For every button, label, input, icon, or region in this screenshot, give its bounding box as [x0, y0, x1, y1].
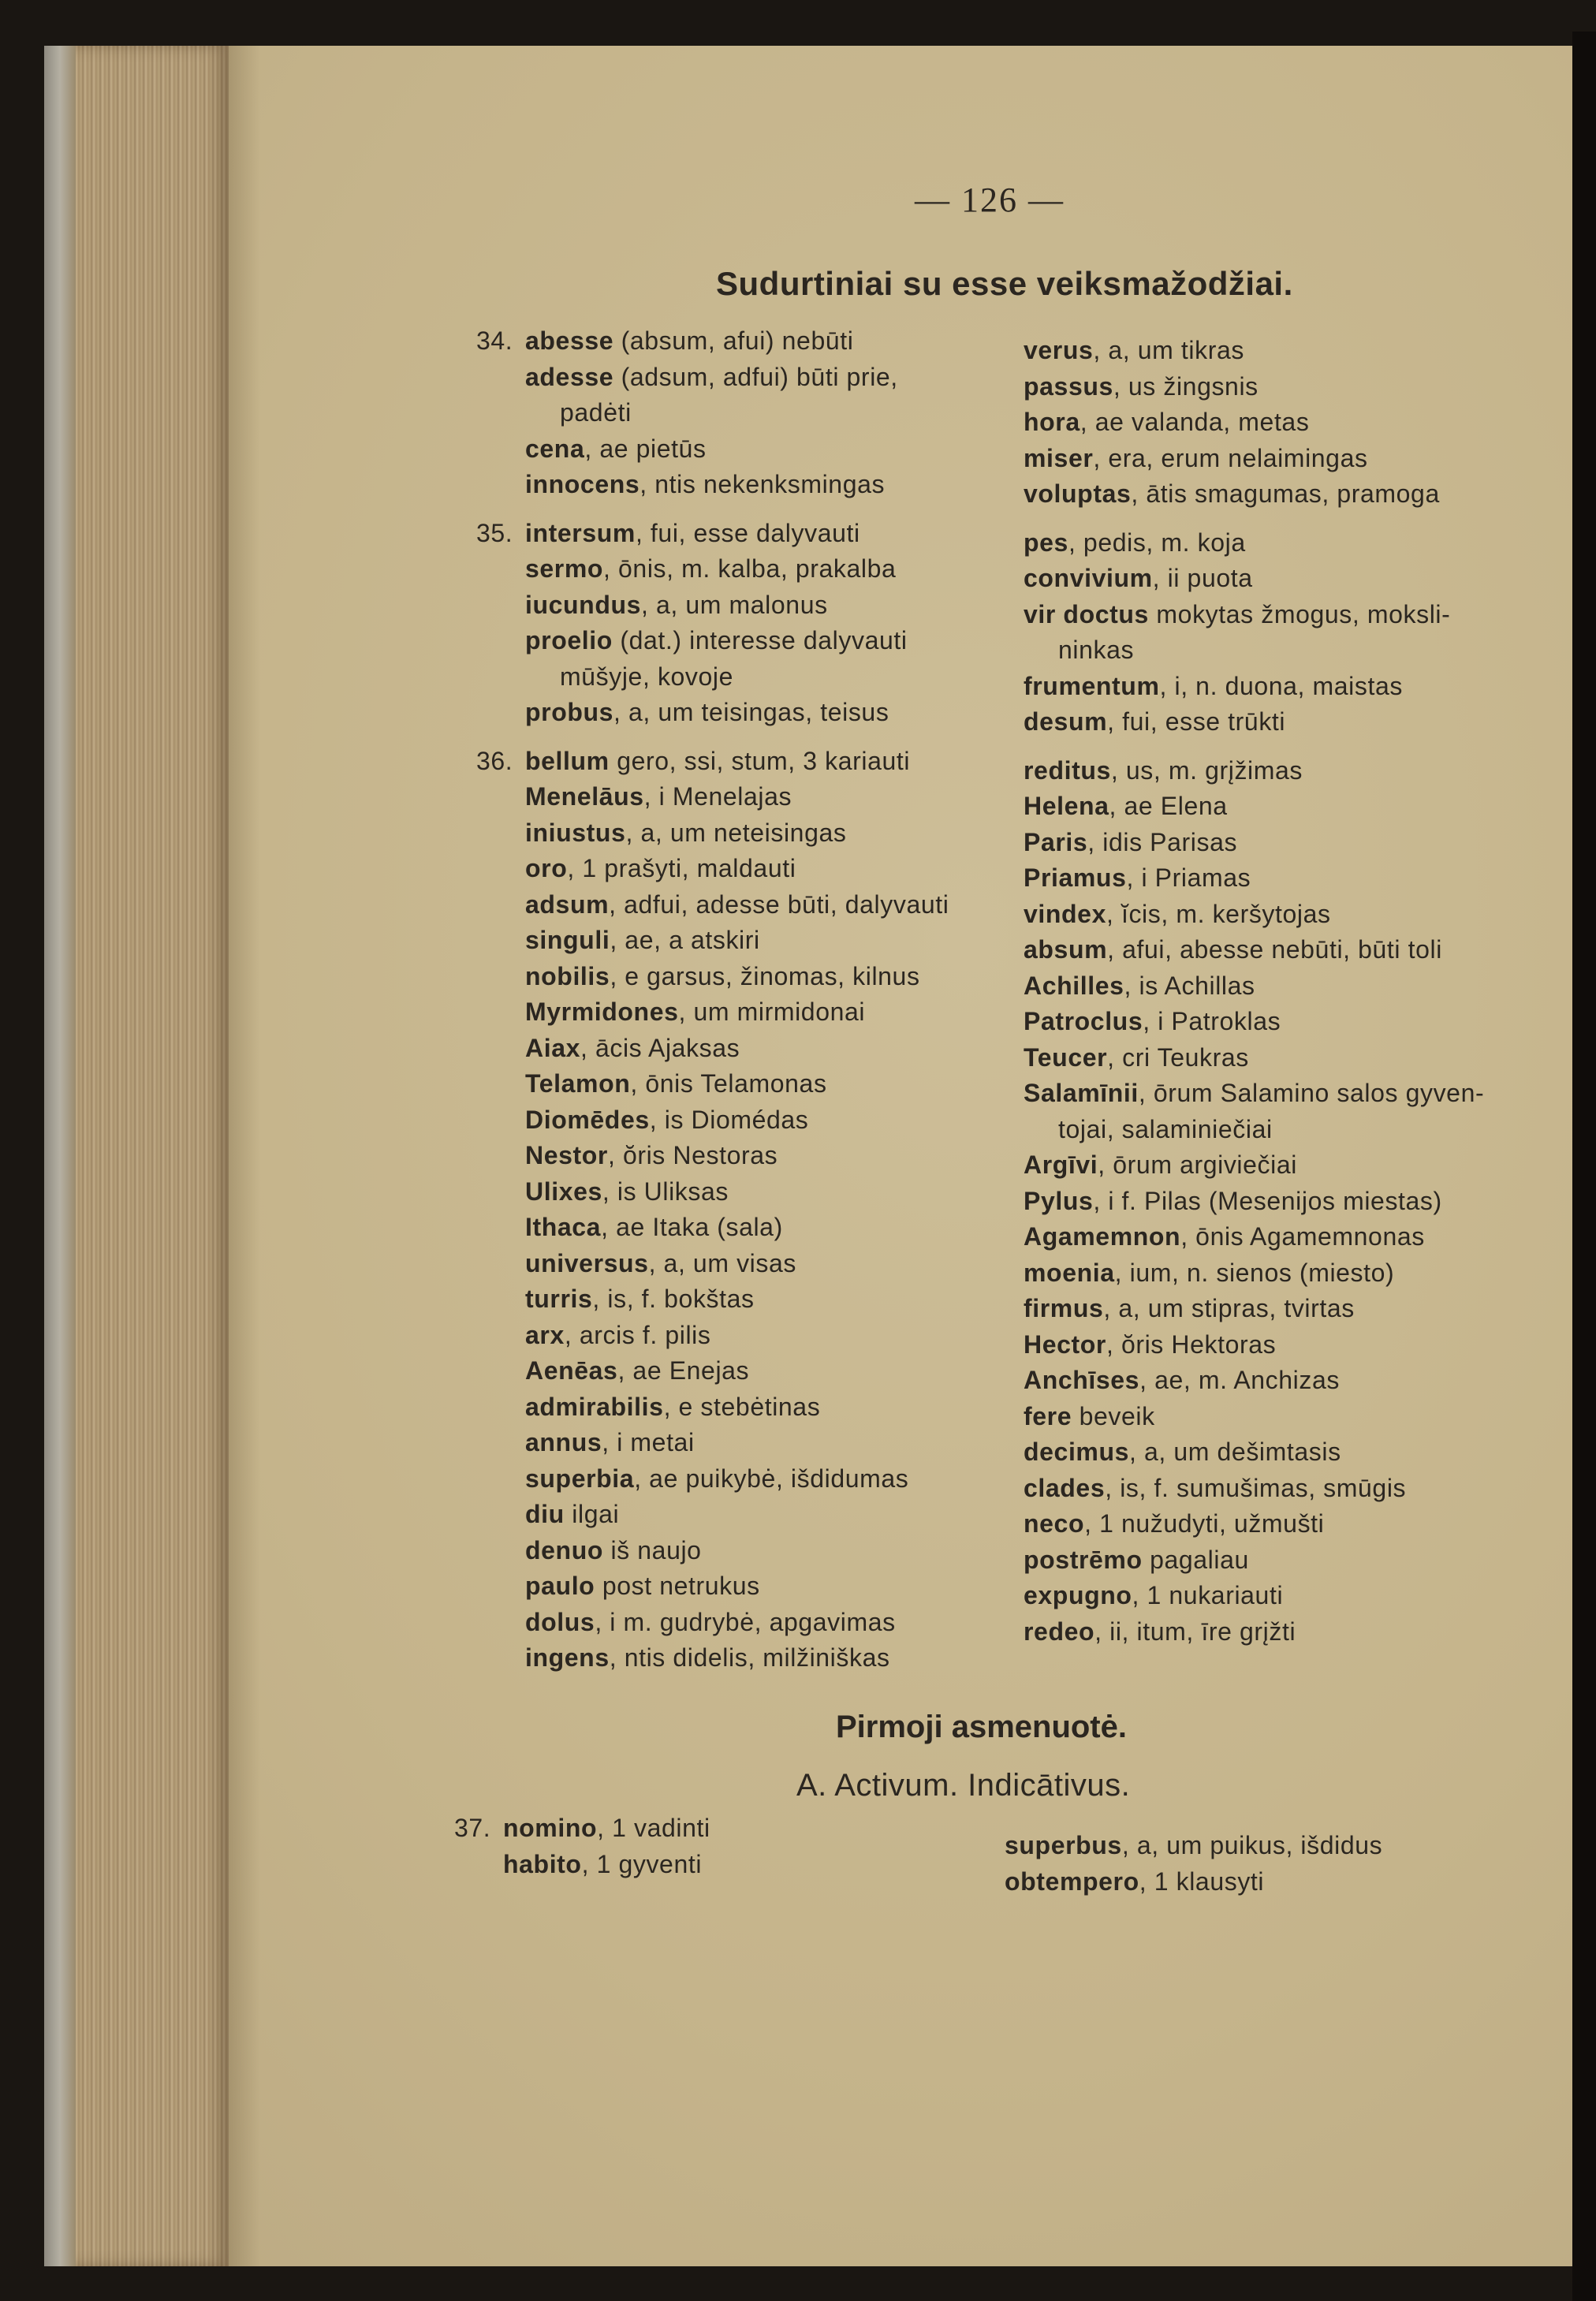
entry-definition: , arcis f. pilis	[564, 1320, 711, 1349]
vocab-entry	[1024, 704, 1484, 740]
bottom-left-vocab	[454, 1811, 710, 1895]
entry-definition: , i Patroklas	[1143, 1007, 1281, 1035]
vocab-section	[1024, 333, 1484, 513]
latin-headword: intersum	[525, 518, 636, 547]
vocab-entry	[1024, 441, 1484, 477]
entry-definition: , is, f. sumušimas, smūgis	[1105, 1473, 1407, 1502]
vocab-entry	[1005, 1828, 1382, 1864]
latin-headword: Diomēdes	[525, 1105, 650, 1134]
entry-definition: , e stebėtinas	[663, 1392, 821, 1421]
latin-headword: verus	[1024, 336, 1094, 364]
entry-definition: , a, um dešimtasis	[1129, 1438, 1341, 1466]
latin-headword: firmus	[1024, 1294, 1104, 1322]
latin-headword: Hector	[1024, 1330, 1106, 1359]
entry-definition: , ōnis, m. kalba, prakalba	[603, 554, 897, 583]
latin-headword: Ulixes	[525, 1177, 602, 1206]
vocab-entry	[1024, 669, 1484, 705]
entry-definition: , a, um puikus, išdidus	[1121, 1831, 1383, 1859]
entry-definition: , ātis smagumas, pramoga	[1131, 479, 1440, 508]
latin-headword: fere	[1024, 1401, 1072, 1430]
entry-definition: , a, um neteisingas	[625, 818, 847, 847]
vocab-entry	[1024, 1219, 1484, 1255]
latin-headword: denuo	[525, 1535, 603, 1564]
latin-headword: expugno	[1024, 1581, 1132, 1609]
latin-headword: Ithaca	[525, 1213, 602, 1241]
vocab-entry	[525, 323, 949, 360]
latin-headword: paulo	[525, 1572, 595, 1600]
latin-headword: universus	[525, 1248, 649, 1277]
vocab-entry	[1024, 968, 1484, 1005]
latin-headword: desum	[1024, 707, 1108, 736]
latin-headword: pes	[1024, 528, 1068, 557]
entry-definition: , us žingsnis	[1113, 371, 1259, 401]
entry-definition: , ōnis Telamonas	[630, 1069, 827, 1098]
entry-definition: , ŏris Hektoras	[1106, 1330, 1277, 1359]
vocab-entry	[525, 1174, 949, 1210]
vocab-entry	[525, 887, 949, 923]
vocab-entry	[525, 1353, 949, 1389]
vocab-entry	[525, 516, 949, 552]
entry-definition: gero, ssi, stum, 3 kariauti	[609, 746, 911, 775]
vocab-entry	[525, 1031, 949, 1067]
vocab-entry	[1024, 333, 1484, 369]
latin-headword: Teucer	[1024, 1042, 1108, 1072]
latin-headword: Aiax	[525, 1033, 580, 1062]
entry-definition: , ae Elena	[1109, 792, 1228, 820]
entry-definition: , 1 nužudyti, užmušti	[1084, 1509, 1325, 1538]
vocab-entry	[1024, 1542, 1484, 1579]
entry-definition: , ŏris Nestoras	[607, 1141, 778, 1169]
latin-headword: Paris	[1024, 827, 1088, 856]
vocab-entry	[525, 360, 949, 396]
latin-headword: neco	[1024, 1509, 1085, 1538]
entry-definition: (absum, afui) nebūti	[613, 326, 854, 355]
latin-headword: voluptas	[1024, 479, 1132, 508]
latin-headword: vindex	[1024, 899, 1106, 928]
entry-definition: , i Priamas	[1126, 863, 1251, 892]
vocab-entry	[1024, 932, 1484, 968]
latin-headword: postrēmo	[1024, 1545, 1143, 1574]
entry-definition: , ii puota	[1152, 564, 1253, 592]
latin-headword: absum	[1024, 935, 1108, 964]
vocab-entry	[1024, 860, 1484, 897]
vocab-entry	[525, 1461, 949, 1497]
latin-headword: hora	[1024, 408, 1080, 436]
entry-definition: , afui, abesse nebūti, būti toli	[1107, 935, 1442, 964]
vocab-entry	[1024, 789, 1484, 825]
entry-definition: , um mirmidonai	[678, 998, 866, 1026]
entry-definition: , ii, itum, īre grįžti	[1094, 1617, 1296, 1646]
entry-definition: , ae, a atskiri	[610, 926, 760, 954]
vocab-entry	[525, 1210, 949, 1246]
entry-definition: , idis Parisas	[1087, 827, 1238, 856]
vocab-entry	[1024, 561, 1484, 597]
vocab-entry	[525, 431, 949, 468]
entry-definition: , i f. Pilas (Mesenijos miestas)	[1093, 1186, 1442, 1215]
latin-headword: passus	[1024, 371, 1113, 401]
page-number: — 126 —	[915, 181, 1065, 219]
latin-headword: Telamon	[525, 1069, 631, 1098]
vocab-entry	[525, 923, 949, 959]
vocab-entry	[1024, 1255, 1484, 1292]
vocab-section	[476, 323, 949, 503]
vocab-section	[476, 744, 949, 1676]
entry-definition: beveik	[1072, 1401, 1155, 1430]
vocab-entry	[525, 1389, 949, 1426]
entry-continuation: padėti	[560, 398, 632, 427]
latin-headword: diu	[525, 1500, 565, 1528]
latin-headword: Patroclus	[1024, 1007, 1143, 1035]
latin-headword: turris	[525, 1285, 593, 1313]
latin-headword: superbia	[525, 1464, 635, 1493]
latin-headword: nomino	[503, 1814, 598, 1842]
page-edges	[44, 46, 229, 2266]
latin-headword: adsum	[525, 889, 610, 919]
entry-definition: ilgai	[564, 1500, 620, 1528]
vocab-section	[476, 516, 949, 731]
bottom-right-vocab	[1005, 1828, 1382, 1912]
entry-definition: , cri Teukras	[1107, 1042, 1249, 1072]
latin-headword: singuli	[525, 926, 610, 954]
entry-definition: , e garsus, žinomas, kilnus	[610, 961, 920, 990]
vocab-entry	[1024, 897, 1484, 933]
vocab-entry	[525, 815, 949, 852]
entry-definition: , 1 nukariauti	[1132, 1581, 1284, 1609]
vocab-entry	[525, 1138, 949, 1174]
entry-definition: , a, um stipras, tvirtas	[1103, 1294, 1355, 1322]
latin-headword: dolus	[525, 1607, 595, 1636]
latin-headword: Nestor	[525, 1141, 608, 1169]
entry-definition: , 1 klausyti	[1139, 1867, 1265, 1896]
latin-headword: Anchīses	[1024, 1366, 1140, 1394]
vocab-entry	[525, 1281, 949, 1318]
latin-headword: clades	[1024, 1473, 1106, 1502]
latin-headword: iniustus	[525, 818, 626, 847]
vocab-entry	[525, 1533, 949, 1569]
vocab-entry	[525, 779, 949, 815]
latin-headword: Priamus	[1024, 863, 1127, 892]
entry-definition: , ōrum Salamino salos gyven-	[1138, 1079, 1485, 1107]
vocab-entry	[525, 467, 949, 503]
entry-definition: , ae pietūs	[584, 434, 707, 463]
vocab-entry	[525, 695, 949, 731]
vocab-entry	[525, 994, 949, 1031]
vocab-entry	[1024, 825, 1484, 861]
entry-definition: , pedis, m. koja	[1068, 528, 1246, 557]
entry-definition: , a, um malonus	[641, 590, 828, 619]
vocab-entry	[525, 1605, 949, 1641]
entry-definition: , adfui, adesse būti, dalyvauti	[609, 889, 949, 919]
latin-headword: Aenēas	[525, 1356, 618, 1385]
vocab-entry	[525, 1318, 949, 1354]
entry-definition: , 1 prašyti, maldauti	[567, 854, 796, 882]
latin-headword: moenia	[1024, 1258, 1115, 1287]
spine-shadow	[229, 46, 260, 2266]
entry-definition: , ācis Ajaksas	[580, 1033, 740, 1062]
latin-headword: probus	[525, 698, 614, 726]
entry-definition: , is Achillas	[1124, 971, 1255, 1000]
subheading-activum: A. Activum. Indicātivus.	[796, 1768, 1131, 1803]
latin-headword: vir doctus	[1024, 599, 1149, 628]
vocab-entry	[525, 1640, 949, 1676]
vocab-entry	[1024, 1506, 1484, 1542]
vocab-entry	[503, 1811, 710, 1847]
vocab-entry	[1024, 1004, 1484, 1040]
vocab-entry	[525, 744, 949, 780]
latin-headword: obtempero	[1005, 1867, 1139, 1896]
latin-headword: Myrmidones	[525, 998, 679, 1026]
latin-headword: Achilles	[1024, 971, 1124, 1000]
vocab-entry	[525, 851, 949, 887]
entry-definition: , 1 gyventi	[581, 1849, 703, 1878]
subheading: Pirmoji asmenuotė.	[836, 1710, 1127, 1744]
entry-definition: , is Uliksas	[602, 1177, 729, 1206]
entry-continuation: tojai, salaminiečiai	[1058, 1114, 1273, 1143]
latin-headword: superbus	[1005, 1831, 1122, 1859]
vocab-entry	[1024, 1040, 1484, 1076]
latin-headword: innocens	[525, 470, 640, 498]
entry-definition: , ium, n. sienos (miesto)	[1114, 1258, 1395, 1287]
vocab-entry	[1024, 1076, 1484, 1112]
entry-definition: post netrukus	[595, 1572, 760, 1600]
entry-definition: , era, erum nelaimingas	[1093, 443, 1368, 472]
entry-definition: , us, m. grįžimas	[1110, 755, 1303, 785]
vocab-entry	[525, 1066, 949, 1102]
latin-headword: Helena	[1024, 792, 1109, 820]
entry-definition: , ntis nekenksmingas	[640, 470, 886, 498]
latin-headword: nobilis	[525, 961, 610, 990]
vocab-entry	[1024, 405, 1484, 441]
entry-definition: , a, um visas	[648, 1248, 796, 1277]
latin-headword: Argīvi	[1024, 1150, 1098, 1179]
vocab-entry	[1024, 1147, 1484, 1184]
latin-headword: Pylus	[1024, 1186, 1094, 1215]
latin-headword: cena	[525, 434, 585, 463]
latin-headword: admirabilis	[525, 1392, 664, 1421]
vocab-entry	[525, 587, 949, 624]
vocab-entry	[525, 623, 949, 659]
entry-definition: , fui, esse trūkti	[1107, 707, 1286, 736]
section-number: 37.	[454, 1814, 491, 1842]
section-number: 35.	[476, 518, 513, 547]
vocab-entry	[1024, 753, 1484, 789]
vocab-entry	[525, 1246, 949, 1282]
entry-definition: , ĭcis, m. keršytojas	[1106, 899, 1331, 928]
latin-headword: arx	[525, 1320, 565, 1349]
vocab-entry	[503, 1847, 710, 1883]
vocab-entry	[1024, 369, 1484, 405]
latin-headword: frumentum	[1024, 671, 1160, 700]
latin-headword: convivium	[1024, 564, 1153, 592]
latin-headword: abesse	[525, 326, 614, 355]
entry-definition: , ōnis Agamemnonas	[1180, 1222, 1425, 1251]
latin-headword: iucundus	[525, 590, 642, 619]
vocab-entry	[525, 1568, 949, 1605]
latin-headword: sermo	[525, 554, 604, 583]
entry-definition: , ntis didelis, milžiniškas	[609, 1643, 890, 1672]
latin-headword: decimus	[1024, 1438, 1130, 1466]
entry-definition: iš naujo	[602, 1535, 702, 1564]
vocab-entry	[525, 1425, 949, 1461]
latin-headword: Agamemnon	[1024, 1222, 1181, 1251]
entry-definition: , i Menelajas	[643, 782, 792, 811]
vocab-entry	[1024, 1471, 1484, 1507]
entry-definition: , ae, m. Anchizas	[1139, 1366, 1340, 1394]
latin-headword: redeo	[1024, 1617, 1095, 1646]
entry-continuation: ninkas	[1058, 636, 1135, 664]
vocab-entry	[1024, 1291, 1484, 1327]
entry-definition: , a, um teisingas, teisus	[613, 698, 889, 726]
latin-headword: annus	[525, 1428, 602, 1456]
entry-definition: , ae Itaka (sala)	[601, 1213, 783, 1241]
entry-definition: , fui, esse dalyvauti	[635, 518, 860, 547]
section-number: 36.	[476, 746, 513, 775]
entry-definition: , ae Enejas	[617, 1356, 750, 1385]
section-heading: Sudurtiniai su esse veiksmažodžiai.	[716, 265, 1293, 302]
latin-headword: ingens	[525, 1643, 610, 1672]
entry-definition: , i metai	[602, 1428, 695, 1456]
latin-headword: Salamīnii	[1024, 1079, 1139, 1107]
entry-continuation: mūšyje, kovoje	[560, 662, 734, 691]
entry-definition: , ōrum argiviečiai	[1098, 1150, 1297, 1179]
latin-headword: adesse	[525, 362, 614, 391]
entry-definition: (adsum, adfui) būti prie,	[613, 362, 898, 391]
vocab-section	[1024, 525, 1484, 740]
vocab-entry	[1024, 476, 1484, 513]
vocab-entry	[1024, 1184, 1484, 1220]
latin-headword: Menelāus	[525, 782, 644, 811]
vocab-section	[1024, 753, 1484, 1650]
vocab-entry	[525, 1497, 949, 1533]
entry-definition: mokytas žmogus, moksli-	[1148, 599, 1451, 628]
entry-definition: (dat.) interesse dalyvauti	[612, 626, 908, 654]
latin-headword: proelio	[525, 626, 613, 654]
vocab-entry	[1024, 525, 1484, 561]
vocab-entry	[1005, 1864, 1382, 1900]
entry-definition: pagaliau	[1142, 1545, 1249, 1574]
vocab-entry	[525, 1102, 949, 1139]
vocab-section	[1005, 1828, 1382, 1900]
latin-headword: miser	[1024, 443, 1094, 472]
vocab-entry	[1024, 1327, 1484, 1363]
section-number: 34.	[476, 326, 513, 355]
entry-definition: , 1 vadinti	[597, 1814, 710, 1842]
vocab-entry	[1024, 1363, 1484, 1399]
latin-headword: reditus	[1024, 755, 1111, 785]
entry-definition: , ae puikybė, išdidumas	[634, 1464, 909, 1493]
entry-definition: , a, um tikras	[1093, 336, 1244, 364]
entry-definition: , i m. gudrybė, apgavimas	[595, 1607, 896, 1636]
entry-definition: , ae valanda, metas	[1080, 408, 1310, 436]
right-vocab-column	[1024, 333, 1484, 1662]
vocab-section	[454, 1811, 710, 1882]
vocab-entry	[1024, 597, 1484, 633]
latin-headword: habito	[503, 1849, 582, 1878]
scan-border	[1572, 32, 1596, 2301]
entry-definition: , is Diomédas	[649, 1105, 809, 1134]
vocab-entry	[1024, 1434, 1484, 1471]
vocab-entry	[525, 959, 949, 995]
latin-headword: bellum	[525, 746, 610, 775]
vocab-entry	[1024, 1399, 1484, 1435]
vocab-entry	[1024, 1578, 1484, 1614]
entry-definition: , is, f. bokštas	[592, 1285, 755, 1313]
vocab-entry	[525, 551, 949, 587]
left-vocab-column	[476, 323, 949, 1689]
vocab-entry	[1024, 1614, 1484, 1650]
entry-definition: , i, n. duona, maistas	[1159, 671, 1403, 700]
latin-headword: oro	[525, 854, 568, 882]
